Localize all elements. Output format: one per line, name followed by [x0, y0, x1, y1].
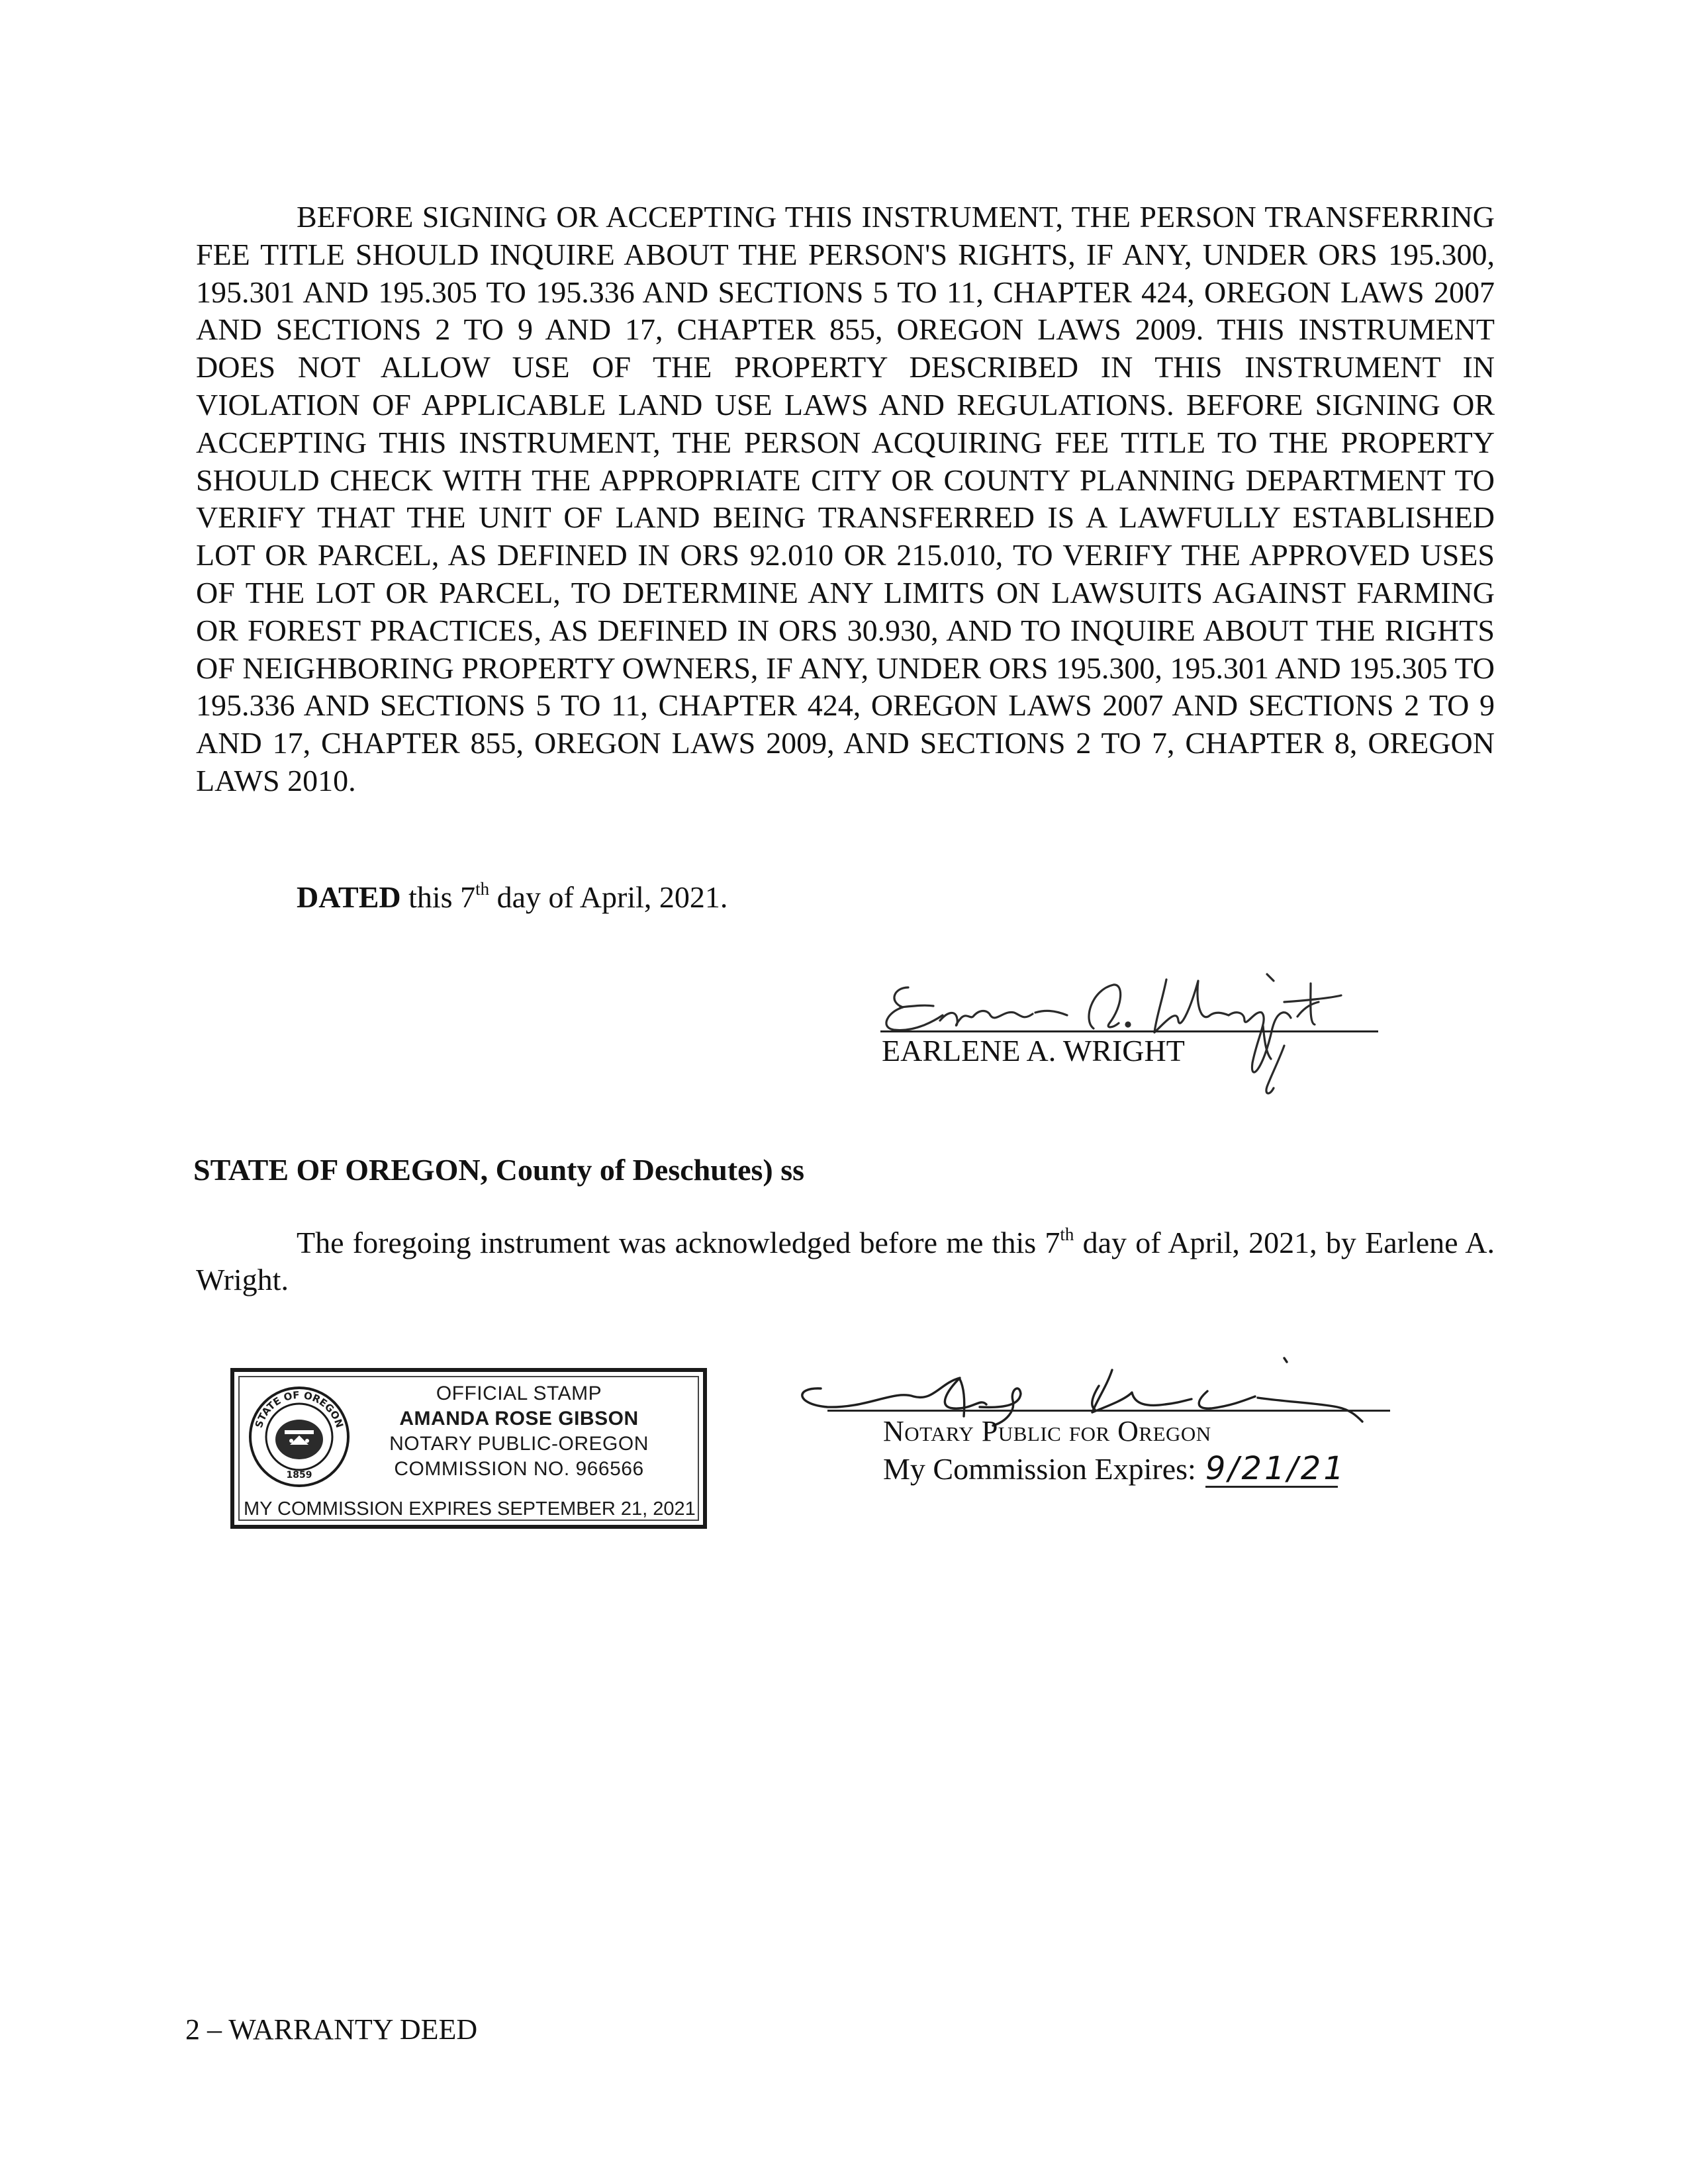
stamp-text-block	[347, 1381, 691, 1482]
seal-ring-text: STATE OF OREGON	[252, 1388, 346, 1430]
venue-line: STATE OF OREGON, County of Deschutes) ss	[193, 1153, 805, 1187]
ack-before-day: The foregoing instrument was acknowledged before me this 7	[297, 1226, 1060, 1259]
acknowledgment-text	[196, 1224, 1495, 1298]
stamp-expiration: MY COMMISSION EXPIRES SEPTEMBER 21, 2021	[244, 1498, 696, 1520]
commission-expires-value: 9/21/21	[1205, 1450, 1346, 1487]
dated-after-day: day of April, 2021.	[489, 880, 728, 914]
notary-title: Notary Public for Oregon	[883, 1415, 1211, 1447]
commission-expires-line	[883, 1450, 1346, 1488]
grantor-printed-name: EARLENE A. WRIGHT	[882, 1034, 1185, 1068]
dated-label: DATED	[297, 880, 401, 914]
statutory-notice: BEFORE SIGNING OR ACCEPTING THIS INSTRUMENT, THE PERSON TRANSFERRING FEE TITLE SHOULD INQUIRE ABOUT THE PERSON'S RIGHTS, IF ANY, UNDER ORS 195.300, 195.301 AND 195.305 TO 195.336 AND SECTIONS 5 TO 11, CHAPTER 424, OREGON LAWS 2007 AND SECTIONS 2 TO 9 AND 17, CHAPTER 855, OREGON LAWS 2009. THIS INSTRUMENT DOES NOT ALLOW USE OF THE PROPERTY DESCRIBED IN THIS INSTRUMENT IN VIOLATION OF APPLICABLE LAND USE LAWS AND REGULATIONS. BEFORE SIGNING OR ACCEPTING THIS INSTRUMENT, THE PERSON ACQUIRING FEE TITLE TO THE PROPERTY SHOULD CHECK WITH THE APPROPRIATE CITY OR COUNTY PLANNING DEPARTMENT TO VERIFY THAT THE UNIT OF LAND BEING TRANSFERRED IS A LAWFULLY ESTABLISHED LOT OR PARCEL, AS DEFINED IN ORS 92.010 OR 215.010, TO VERIFY THE APPROVED USES OF THE LOT OR PARCEL, TO DETERMINE ANY LIMITS ON LAWSUITS AGAINST FARMING OR FOREST PRACTICES, AS DEFINED IN ORS 30.930, AND TO INQUIRE ABOUT THE RIGHTS OF NEIGHBORING PROPERTY OWNERS, IF ANY, UNDER ORS 195.300, 195.301 AND 195.305 TO 195.336 AND SECTIONS 5 TO 11, CHAPTER 424, OREGON LAWS 2007 AND SECTIONS 2 TO 9 AND 17, CHAPTER 855, OREGON LAWS 2009, AND SECTIONS 2 TO 7, CHAPTER 8, OREGON LAWS 2010.	[196, 200, 1495, 797]
notary-signature-line	[827, 1410, 1390, 1412]
ack-day-suffix: th	[1060, 1224, 1074, 1244]
seal-year: 1859	[286, 1470, 312, 1480]
state-seal-icon	[246, 1384, 352, 1490]
dated-day-suffix: th	[475, 879, 490, 899]
dated-before-day: this 7	[400, 880, 476, 914]
stamp-notary-name: AMANDA ROSE GIBSON	[399, 1408, 639, 1430]
ack-after-day: day of April, 2021, by Earlene A. Wright.	[196, 1226, 1495, 1297]
commission-expires-label: My Commission Expires:	[883, 1452, 1196, 1486]
stamp-heading: OFFICIAL STAMP	[436, 1383, 602, 1404]
stamp-notary-title: NOTARY PUBLIC-OREGON	[389, 1433, 649, 1455]
page-footer: 2 – WARRANTY DEED	[185, 2013, 478, 2046]
dated-line	[297, 879, 727, 916]
stamp-commission-number: COMMISSION NO. 966566	[394, 1458, 644, 1480]
notary-stamp	[230, 1368, 707, 1529]
